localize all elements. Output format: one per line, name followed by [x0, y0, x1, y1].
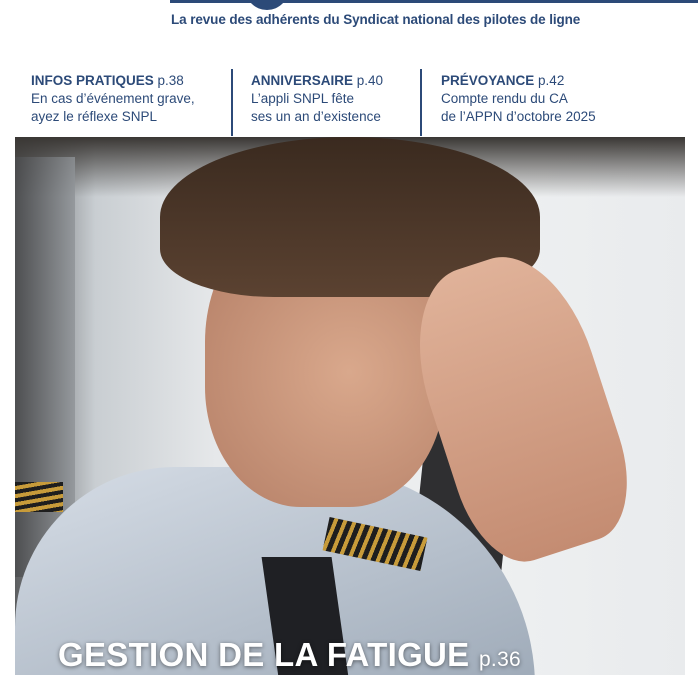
teaser-line: ayez le réflexe SNPL [31, 109, 158, 124]
teaser-page: p.38 [157, 73, 184, 88]
headline-text: GESTION DE LA FATIGUE [58, 636, 470, 673]
teaser-title: ANNIVERSAIRE [251, 73, 354, 88]
teaser-prevoyance[interactable] [441, 72, 596, 126]
headline-page: p.36 [478, 648, 522, 671]
teaser-title: INFOS PRATIQUES [31, 73, 154, 88]
teaser-anniversaire[interactable] [251, 72, 383, 126]
divider [420, 69, 422, 136]
divider [231, 69, 233, 136]
cover-headline[interactable] [58, 636, 521, 674]
teaser-line: Compte rendu du CA [441, 91, 568, 106]
cover-photo-tired-pilot [15, 137, 685, 675]
teaser-line: L’appli SNPL fête [251, 91, 355, 106]
teaser-line: ses un an d’existence [251, 109, 381, 124]
teaser-page: p.42 [538, 73, 565, 88]
logo-mark [245, 0, 289, 10]
teaser-page: p.40 [356, 73, 384, 88]
tagline: La revue des adhérents du Syndicat national des pilotes de ligne [171, 12, 581, 27]
teaser-line: de l’APPN d’octobre 2025 [441, 109, 596, 124]
teaser-title: PRÉVOYANCE [441, 73, 535, 88]
teaser-infos-pratiques[interactable] [31, 72, 195, 126]
teaser-line: En cas d’événement grave, [31, 91, 195, 106]
